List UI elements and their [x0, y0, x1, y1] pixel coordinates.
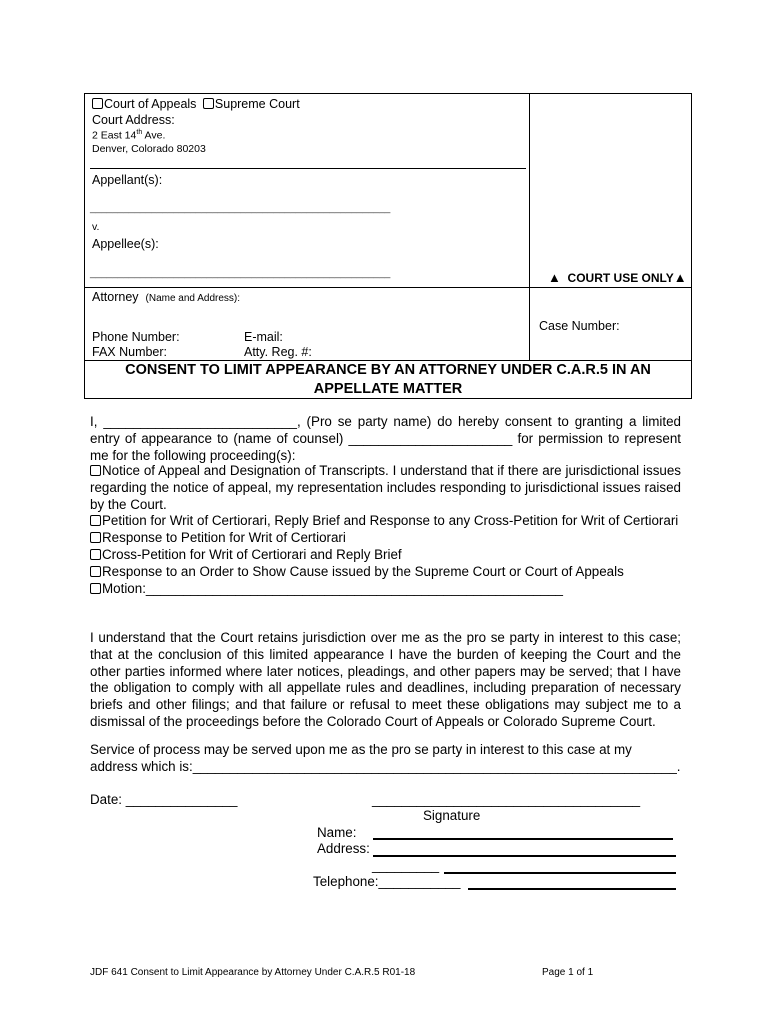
show-cause-checkbox[interactable]: [90, 566, 101, 577]
consent-intro: I, __________________________, (Pro se party name) do hereby consent to granting a limited entry of appearance to (name of counsel) ______________________ for permission to represent me for the following proceeding(s):: [90, 414, 681, 463]
fax-label: FAX Number:: [92, 345, 168, 359]
option-response-petition: Response to Petition for Writ of Certiorari: [90, 530, 681, 547]
appellees-label: Appellee(s):: [92, 237, 159, 251]
address-divider: [90, 168, 526, 169]
phone-label: Phone Number:: [92, 330, 180, 344]
title-line2: APPELLATE MATTER: [313, 381, 463, 397]
signature-line[interactable]: ____________________________________: [372, 792, 641, 807]
service-paragraph: [90, 742, 681, 776]
option-petition-certiorari: Petition for Writ of Certiorari, Reply Brief and Response to any Cross-Petition for Writ of Certiorari: [90, 513, 681, 530]
appellant-blank[interactable]: ______________________________________________________: [90, 203, 391, 214]
court-selection: [92, 97, 300, 111]
option-motion: Motion:________________________________________________________: [90, 581, 681, 598]
petition-certiorari-checkbox[interactable]: [90, 515, 101, 526]
address-field-2-line[interactable]: [444, 872, 676, 874]
court-address-line2: Denver, Colorado 80203: [92, 143, 206, 155]
date-field[interactable]: Date: _______________: [90, 792, 238, 807]
supreme-court-label: Supreme Court: [214, 97, 300, 111]
option-notice-of-appeal: Notice of Appeal and Designation of Transcripts. I understand that if there are jurisdictional issues regarding the notice of appeal, my representation includes responding to jurisdictional issues raised by the Court.: [90, 463, 681, 512]
versus-label: v.: [92, 221, 100, 233]
obligations-paragraph: I understand that the Court retains jurisdiction over me as the pro se party in interest to this case; that at the conclusion of this limited appearance I have the burden of keeping the Court and the other parties informed where later notices, pleadings, and other papers may be served; that I have the obligation to comply with all appellate rules and deadlines, including preparation of necessary briefs and other filings; and that failure or refusal to meet these obligations may subject me to a dismissal of the proceedings before the Colorado Court of Appeals or Colorado Supreme Court.: [90, 630, 681, 729]
address-field-2[interactable]: _________: [372, 858, 440, 873]
appellee-blank[interactable]: ______________________________________________________: [90, 268, 391, 279]
notice-of-appeal-checkbox[interactable]: [90, 465, 101, 476]
supreme-court-checkbox[interactable]: [203, 98, 214, 109]
caption-divider: [529, 93, 530, 361]
atty-reg-label: Atty. Reg. #:: [244, 345, 312, 359]
appellants-label: Appellant(s):: [92, 173, 163, 187]
motion-checkbox[interactable]: [90, 583, 101, 594]
name-field[interactable]: [373, 838, 673, 840]
form-id: JDF 641 Consent to Limit Appearance by Attorney Under C.A.R.5 R01-18: [90, 967, 416, 978]
up-triangle-icon: ▲: [673, 270, 687, 285]
court-of-appeals-label: Court of Appeals: [104, 97, 197, 111]
cross-petition-checkbox[interactable]: [90, 549, 101, 560]
title-line1: CONSENT TO LIMIT APPEARANCE BY AN ATTORNEY UNDER C.A.R.5 IN AN: [125, 362, 651, 378]
up-triangle-icon: ▲: [548, 270, 561, 285]
option-cross-petition: Cross-Petition for Writ of Certiorari and Reply Brief: [90, 547, 681, 564]
court-address-label: Court Address:: [92, 113, 175, 127]
option-show-cause: Response to an Order to Show Cause issued by the Supreme Court or Court of Appeals: [90, 564, 681, 581]
telephone-field[interactable]: [468, 888, 676, 890]
response-petition-checkbox[interactable]: [90, 532, 101, 543]
attorney-label: Attorney (Name and Address):: [92, 290, 241, 304]
court-address-line1: 2 East 14th Ave.: [92, 129, 166, 142]
court-use-only: ▲ COURT USE ONLY▲: [548, 270, 687, 285]
proceedings-list: [90, 463, 681, 597]
service-line2: address which is:_________________________________________________________________.: [90, 758, 681, 774]
page-number: Page 1 of 1: [542, 967, 594, 978]
address-field[interactable]: [373, 855, 676, 857]
service-line1: Service of process may be served upon me as the pro se party in interest to this case at my: [90, 742, 632, 757]
attorney-divider: [84, 287, 692, 288]
court-of-appeals-checkbox[interactable]: [92, 98, 103, 109]
address-label: Address:: [317, 841, 370, 856]
document-title: [84, 361, 692, 399]
telephone-label: Telephone:___________: [313, 874, 461, 889]
name-label: Name:: [317, 825, 357, 840]
email-label: E-mail:: [244, 330, 283, 344]
signature-label: Signature: [423, 808, 481, 823]
case-number-label: Case Number:: [539, 319, 620, 333]
